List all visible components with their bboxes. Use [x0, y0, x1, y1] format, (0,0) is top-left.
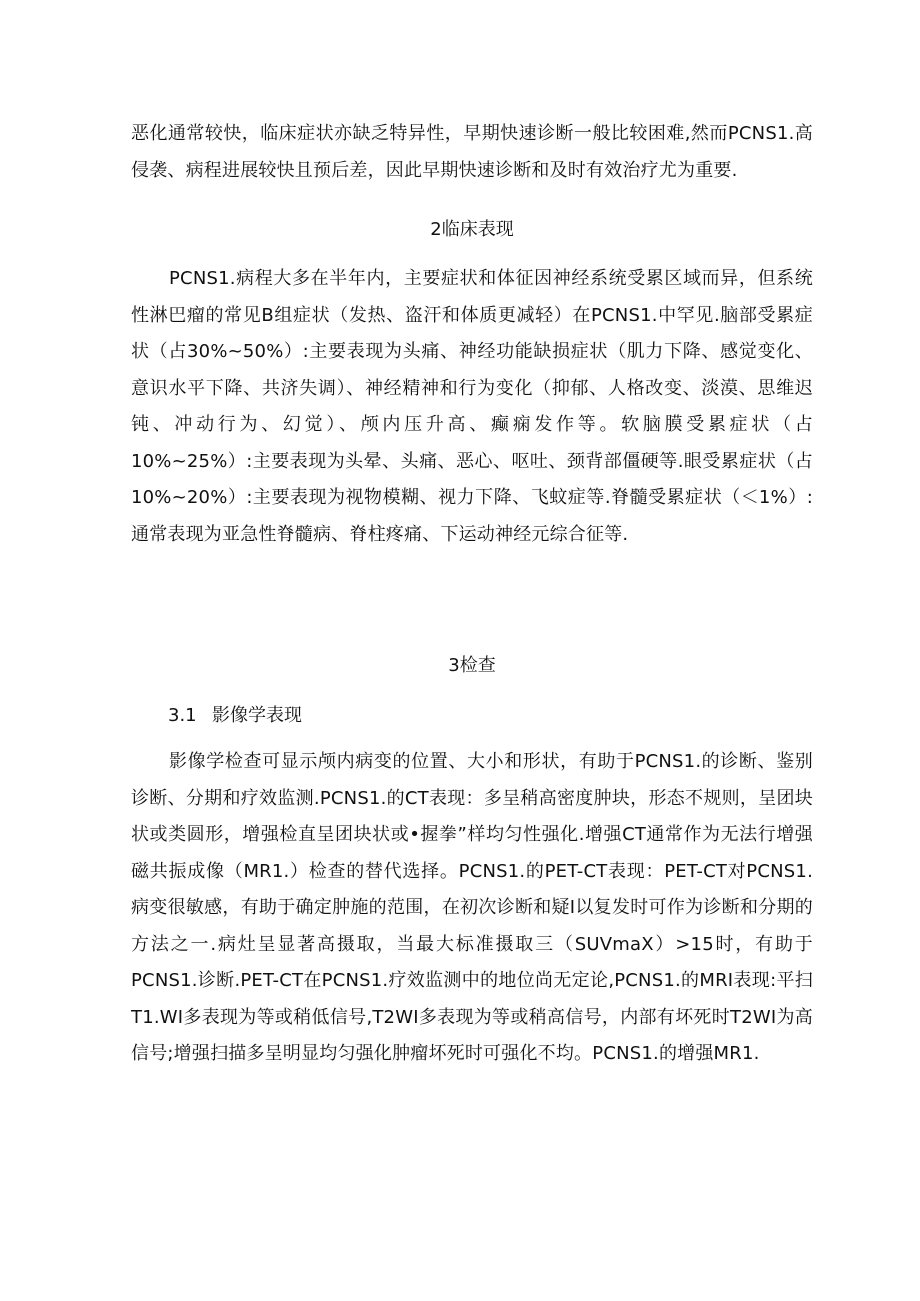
- subsection-heading-imaging: [168, 698, 302, 734]
- intro-paragraph: 恶化通常较快，临床症状亦缺乏特异性，早期快速诊断一般比较困难,然而PCNS1.高侵袭、病程进展较快且预后差，因此早期快速诊断和及时有效治疗尤为重要.: [131, 123, 813, 181]
- imaging-paragraph: 影像学检查可显示颅内病变的位置、大小和形状，有助于PCNS1.的诊断、鉴别诊断、分期和疗效监测.PCNS1.的CT表现：多呈稍高密度肿块，形态不规则，呈团块状或类圆形，增强检直呈团块状或•握拳”样均匀性强化.增强CT通常作为无法行增强磁共振成像（MR1.）检查的替代选择。PCNS1.的PET-CT表现：PET-CT对PCNS1.病变很敏感，有助于确定肿施的范围，在初次诊断和疑I以复发时可作为诊断和分期的方法之一.病灶呈显著高摄取，当最大标准摄取三（SUVmaX）>15时，有助于PCNS1.诊断.PET-CT在PCNS1.疗效监测中的地位尚无定论,PCNS1.的MRI表现:平扫T1.WI多表现为等或稍低信号,T2WI多表现为等或稍高信号，内部有坏死时T2WI为高信号;增强扫描多呈明显均匀强化肿瘤坏死时可强化不均。PCNS1.的增强MR1.: [131, 751, 813, 1064]
- clinical-paragraph: PCNS1.病程大多在半年内，主要症状和体征因神经系统受累区域而异，但系统性淋巴瘤的常见B组症状（发热、盗汗和体质更减轻）在PCNS1.中罕见.脑部受累症状（占30%~50%）:主要表现为头痛、神经功能缺损症状（肌力下降、感觉变化、意识水平下降、共济失调）、神经精神和行为变化（抑郁、人格改变、淡漠、思维迟钝、冲动行为、幻觉）、颅内压升高、癫痫发作等。软脑膜受累症状（占10%~25%）:主要表现为头晕、头痛、恶心、呕吐、颈背部僵硬等.眼受累症状（占10%~20%）:主要表现为视物模糊、视力下降、飞蚊症等.脊髓受累症状（＜1%）:通常表现为亚急性脊髓病、脊柱疼痛、下运动神经元综合征等.: [131, 268, 813, 545]
- subsection-title: 影像学表现: [212, 705, 302, 726]
- section-heading-exam: 3检查: [448, 655, 496, 676]
- subsection-number: 3.1: [168, 705, 197, 726]
- section-heading-clinical: 2临床表现: [430, 219, 514, 240]
